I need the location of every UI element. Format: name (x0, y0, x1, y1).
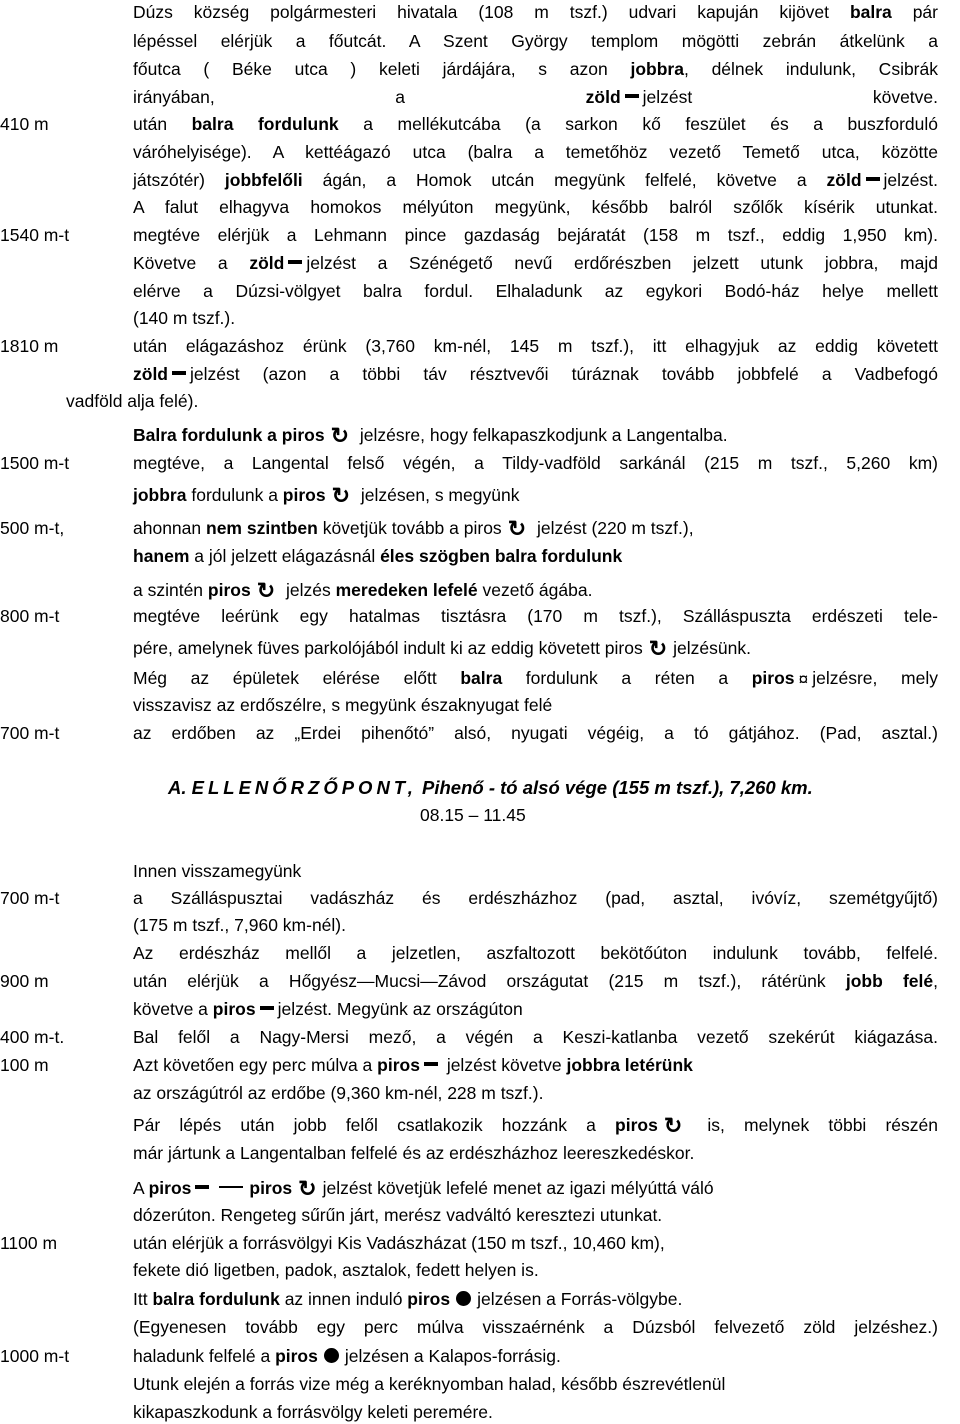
red-circuit-marker-icon: ↻ (256, 578, 276, 604)
distance-label: 1000 m-t (0, 1346, 70, 1366)
text-line (133, 362, 938, 386)
bold-text: meredeken lefelé (335, 580, 478, 600)
bold-text: zöld (249, 253, 285, 273)
text-segment: a mellékutcába (a sarkon kő feszület és a buszforduló (338, 114, 938, 134)
text-line (133, 969, 938, 993)
text-segment: A (133, 1178, 149, 1198)
text-line (133, 29, 938, 53)
text-segment: dózerúton. Rengeteg sűrűn járt, merész vadváltó keresztezi utunkat. (133, 1205, 663, 1225)
distance-label: 800 m-t (0, 606, 60, 626)
text-segment: a Szálláspusztai vadászház és erdészházhoz (pad, asztal, ivóvíz, szemétgyűjtő) (133, 888, 938, 908)
green-dash-marker-icon (866, 177, 880, 181)
bold-text: jobb felé (845, 971, 934, 991)
text-segment: az országútról az erdőbe (9,360 km-nél, 228 m tszf.). (133, 1083, 544, 1103)
text-segment: megtéve leérünk egy hatalmas tisztásra (170 m tszf.), Szálláspuszta erdészeti tele- (133, 606, 938, 626)
bold-text: nem szintben (206, 518, 318, 538)
text-segment: (140 m tszf.). (133, 308, 236, 328)
red-circuit-marker-icon: ↻ (648, 636, 668, 662)
red-line-marker-icon (219, 1186, 243, 1188)
text-segment: Innen visszamegyünk (133, 861, 302, 881)
checkpoint-prefix: A. (168, 777, 187, 798)
bold-text: zöld (585, 87, 621, 107)
bold-text: éles szögben balra fordulunk (380, 546, 623, 566)
text-segment: Az erdészház mellől a jelzetlen, aszfaltozott bekötőúton indulunk tovább, felfelé. (133, 943, 938, 963)
text-segment: (175 m tszf., 7,960 km-nél). (133, 915, 346, 935)
text-segment: jelzésen, s megyünk (356, 485, 520, 505)
text-segment: elérve a Dúzsi-völgyet balra fordul. Elhaladunk az egykori Bodó-ház helye mellett (133, 281, 938, 301)
text-segment: után elérjük a forrásvölgyi Kis Vadászházat (150 m tszf., 10,460 km), (133, 1233, 665, 1253)
text-segment: kikapaszkodunk a forrásvölgy keleti peremére. (133, 1402, 493, 1422)
distance-label: 500 m-t, (0, 518, 65, 538)
bold-text: jobbfelőli (224, 170, 303, 190)
bold-text: piros (282, 485, 326, 505)
text-line (133, 1176, 938, 1200)
bold-text: piros (615, 1115, 658, 1135)
text-line (133, 451, 938, 475)
text-line (133, 666, 938, 690)
distance-label: 1100 m (0, 1233, 58, 1253)
green-dash-marker-icon (625, 94, 639, 98)
text-segment: vezető ágába. (477, 580, 593, 600)
text-line (133, 544, 938, 568)
text-line (133, 1372, 938, 1396)
text-line (133, 578, 938, 602)
text-segment: jelzés (281, 580, 336, 600)
text-segment: jelzést (azon a többi táv résztvevői túráznak tovább jobbfelé a Vadbefogó (190, 364, 938, 384)
text-line (133, 1053, 938, 1077)
bold-text: jobbra (133, 485, 187, 505)
text-line (133, 279, 938, 303)
bold-text: zöld (133, 364, 168, 384)
green-dash-marker-icon (172, 371, 186, 375)
text-segment: megtéve, a Langental felső végén, a Tildy-vadföld sarkánál (215 m tszf., 5,260 km) (133, 453, 938, 473)
text-segment: A falut elhagyva homokos mélyúton megyünk, később balról szőlők kísérik utunkat. (133, 197, 938, 217)
text-line (133, 423, 938, 447)
checkpoint-times: 08.15 – 11.45 (420, 805, 526, 825)
distance-label: 400 m-t. (0, 1027, 65, 1047)
distance-label: 700 m-t (0, 723, 60, 743)
text-line (133, 913, 938, 937)
text-segment: Még az épületek elérése előtt (133, 668, 461, 688)
red-dot-marker-icon (456, 1291, 471, 1306)
text-line (133, 859, 938, 883)
checkpoint-details: Pihenő - tó alsó vége (155 m tszf.), 7,260 km. (422, 777, 813, 798)
text-segment: Azt követően egy perc múlva a (133, 1055, 378, 1075)
text-line (133, 168, 938, 192)
text-line (133, 483, 938, 507)
text-line (133, 1258, 938, 1282)
distance-label: 410 m (0, 114, 49, 134)
text-segment: is, melynek többi részén (688, 1115, 938, 1135)
checkpoint-heading (168, 775, 813, 801)
text-line (133, 306, 938, 330)
distance-label: 100 m (0, 1055, 49, 1075)
red-circuit-marker-icon: ↻ (663, 1113, 683, 1139)
text-segment: fekete dió ligetben, padok, asztalok, fedett helyen is. (133, 1260, 539, 1280)
red-circuit-marker-icon: ↻ (331, 483, 351, 509)
text-segment: a szintén (133, 580, 208, 600)
text-line (133, 334, 938, 358)
bold-text: jobbra (630, 59, 684, 79)
text-segment: Bal felől a Nagy-Mersi mező, a végén a Keszi-katlanba vezető szekérút kiágazása. (133, 1027, 938, 1047)
text-segment: jelzést. (883, 170, 938, 190)
text-segment: jelzést követjük lefelé menet az igazi mélyúttá váló (322, 1178, 714, 1198)
text-line (133, 1203, 938, 1227)
text-line (133, 1344, 938, 1368)
text-segment: megtéve elérjük a Lehmann pince gazdaság bejáratát (158 m tszf., eddig 1,950 km). (133, 225, 938, 245)
bold-text: Balra fordulunk a piros (133, 425, 325, 445)
bold-text: piros (377, 1055, 420, 1075)
red-circuit-marker-icon: ↻ (507, 516, 527, 542)
text-segment: váróhelyisége). A kettéágazó utca (balra a temetőhöz vezető Temető utca, közötte (133, 142, 938, 162)
text-line (133, 886, 938, 910)
text-line (133, 112, 938, 136)
text-segment: jelzésre, hogy felkapaszkodjunk a Langentalba. (355, 425, 728, 445)
distance-label: 900 m (0, 971, 49, 991)
text-segment: főutca ( Béke utca ) keleti járdájára, s azon (133, 59, 631, 79)
text-segment: haladunk felfelé a (133, 1346, 276, 1366)
text-segment: Dúzs község polgármesteri hivatala (108 m tszf.) udvari kapuján kijövet (133, 2, 850, 22)
text-line (133, 516, 938, 540)
text-segment: fordulunk a réten a (502, 668, 752, 688)
text-segment: lépéssel elérjük a főutcát. A Szent György templom mögötti zebrán átkelünk a (133, 31, 938, 51)
text-segment: után elágazáshoz érünk (3,760 km-nél, 145 m tszf.), itt elhagyjuk az eddig követett (133, 336, 938, 356)
text-segment: Utunk elején a forrás vize még a keréknyomban halad, később észrevétlenül (133, 1374, 726, 1394)
text-line (133, 1287, 938, 1311)
text-line (133, 1400, 938, 1424)
text-line (133, 721, 938, 745)
text-segment: jelzést követve. (642, 87, 939, 107)
text-segment: Követve a (133, 253, 250, 273)
red-square-marker-icon: ¤ (798, 669, 809, 690)
text-segment: jelzést. Megyünk az országúton (277, 999, 523, 1019)
bold-text: piros (212, 999, 256, 1019)
text-line (133, 1315, 938, 1339)
text-segment: jelzést követve (441, 1055, 567, 1075)
distance-label: 1810 m (0, 336, 59, 356)
text-segment: ahonnan (133, 518, 206, 538)
text-segment: , (933, 971, 938, 991)
text-segment: jelzésen a Forrás-völgybe. (477, 1289, 683, 1309)
text-line (133, 636, 938, 660)
text-segment: Itt (133, 1289, 153, 1309)
text-line (133, 997, 938, 1021)
bold-text: piros (249, 1178, 293, 1198)
text-segment: fordulunk a (186, 485, 283, 505)
text-segment: már jártunk a Langentalban felfelé és az erdészházhoz leereszkedéskor. (133, 1143, 695, 1163)
bold-text: balra (460, 668, 503, 688)
text-line (133, 0, 938, 24)
bold-text: balra fordulunk (191, 114, 339, 134)
text-segment: jelzésen a Kalapos-forrásig. (344, 1346, 561, 1366)
bold-text: piros (407, 1289, 451, 1309)
checkpoint-word: ELLENŐRZŐPONT, (191, 777, 417, 798)
text-segment: visszavisz az erdőszélre, s megyünk északnyugat felé (133, 695, 553, 715)
text-line (133, 1081, 938, 1105)
text-segment: jelzésünk. (673, 638, 751, 658)
text-line (133, 1231, 938, 1255)
text-segment: követve a (133, 999, 213, 1019)
bold-text: hanem (133, 546, 190, 566)
text-segment: vadföld alja felé). (66, 391, 199, 411)
bold-text: piros (275, 1346, 318, 1366)
red-circuit-marker-icon: ↻ (330, 423, 349, 449)
text-segment: a jól jelzett elágazásnál (189, 546, 381, 566)
bold-text: piros (207, 580, 251, 600)
distance-label: 1500 m-t (0, 453, 70, 473)
text-line (133, 941, 938, 965)
text-segment: pére, amelynek füves parkolójából indult ki az eddig követett piros (133, 638, 643, 658)
text-segment: játszótér) (133, 170, 225, 190)
text-segment: után (133, 114, 192, 134)
text-segment: után elérjük a Hőgyész—Mucsi—Závod országutat (215 m tszf.), rátérünk (133, 971, 846, 991)
text-segment: (Egyenesen tovább egy perc múlva visszaérnénk a Dúzsból felvezető zöld jelzéshez.) (133, 1317, 938, 1337)
text-segment: az erdőben az „Erdei pihenőtó” alsó, nyugati végéig, a tó gátjához. (Pad, asztal.) (133, 723, 938, 743)
red-dash-marker-icon (260, 1006, 274, 1010)
red-dot-marker-icon (324, 1348, 339, 1363)
red-dash-marker-icon (195, 1185, 209, 1189)
text-segment: irányában, a (133, 87, 586, 107)
text-line (133, 195, 938, 219)
text-line (133, 1141, 938, 1165)
text-segment: pár (891, 2, 938, 22)
bold-text: zöld (826, 170, 862, 190)
text-segment: követjük tovább a piros (317, 518, 502, 538)
text-segment: jelzést a Szénégető nevű erdőrészben jelzett utunk jobbra, majd (306, 253, 938, 273)
text-line (133, 604, 938, 628)
distance-label: 1540 m-t (0, 225, 70, 245)
text-segment: az innen induló (279, 1289, 408, 1309)
text-line (133, 57, 938, 81)
bold-text: piros (751, 668, 795, 688)
distance-label: 700 m-t (0, 888, 60, 908)
red-dash-marker-icon (424, 1062, 438, 1066)
text-line (133, 85, 938, 109)
green-dash-marker-icon (288, 260, 302, 264)
text-segment: jelzésre, mely (812, 668, 938, 688)
text-line (133, 140, 938, 164)
text-line (133, 1025, 938, 1049)
bold-text: piros (148, 1178, 192, 1198)
bold-text: balra fordulunk (152, 1289, 280, 1309)
text-line (66, 389, 938, 413)
text-segment: Pár lépés után jobb felől csatlakozik hozzánk a (133, 1115, 616, 1135)
bold-text: jobbra letérünk (566, 1055, 693, 1075)
text-segment: jelzést (220 m tszf.), (532, 518, 694, 538)
text-line (133, 693, 938, 717)
text-segment: , délnek indulunk, Csibrák (683, 59, 938, 79)
red-circuit-marker-icon: ↻ (298, 1176, 317, 1202)
text-segment: ágán, a Homok utcán megyünk felfelé, követve a (302, 170, 827, 190)
text-line (133, 1113, 938, 1137)
text-line (133, 251, 938, 275)
bold-text: balra (849, 2, 892, 22)
text-line (133, 223, 938, 247)
